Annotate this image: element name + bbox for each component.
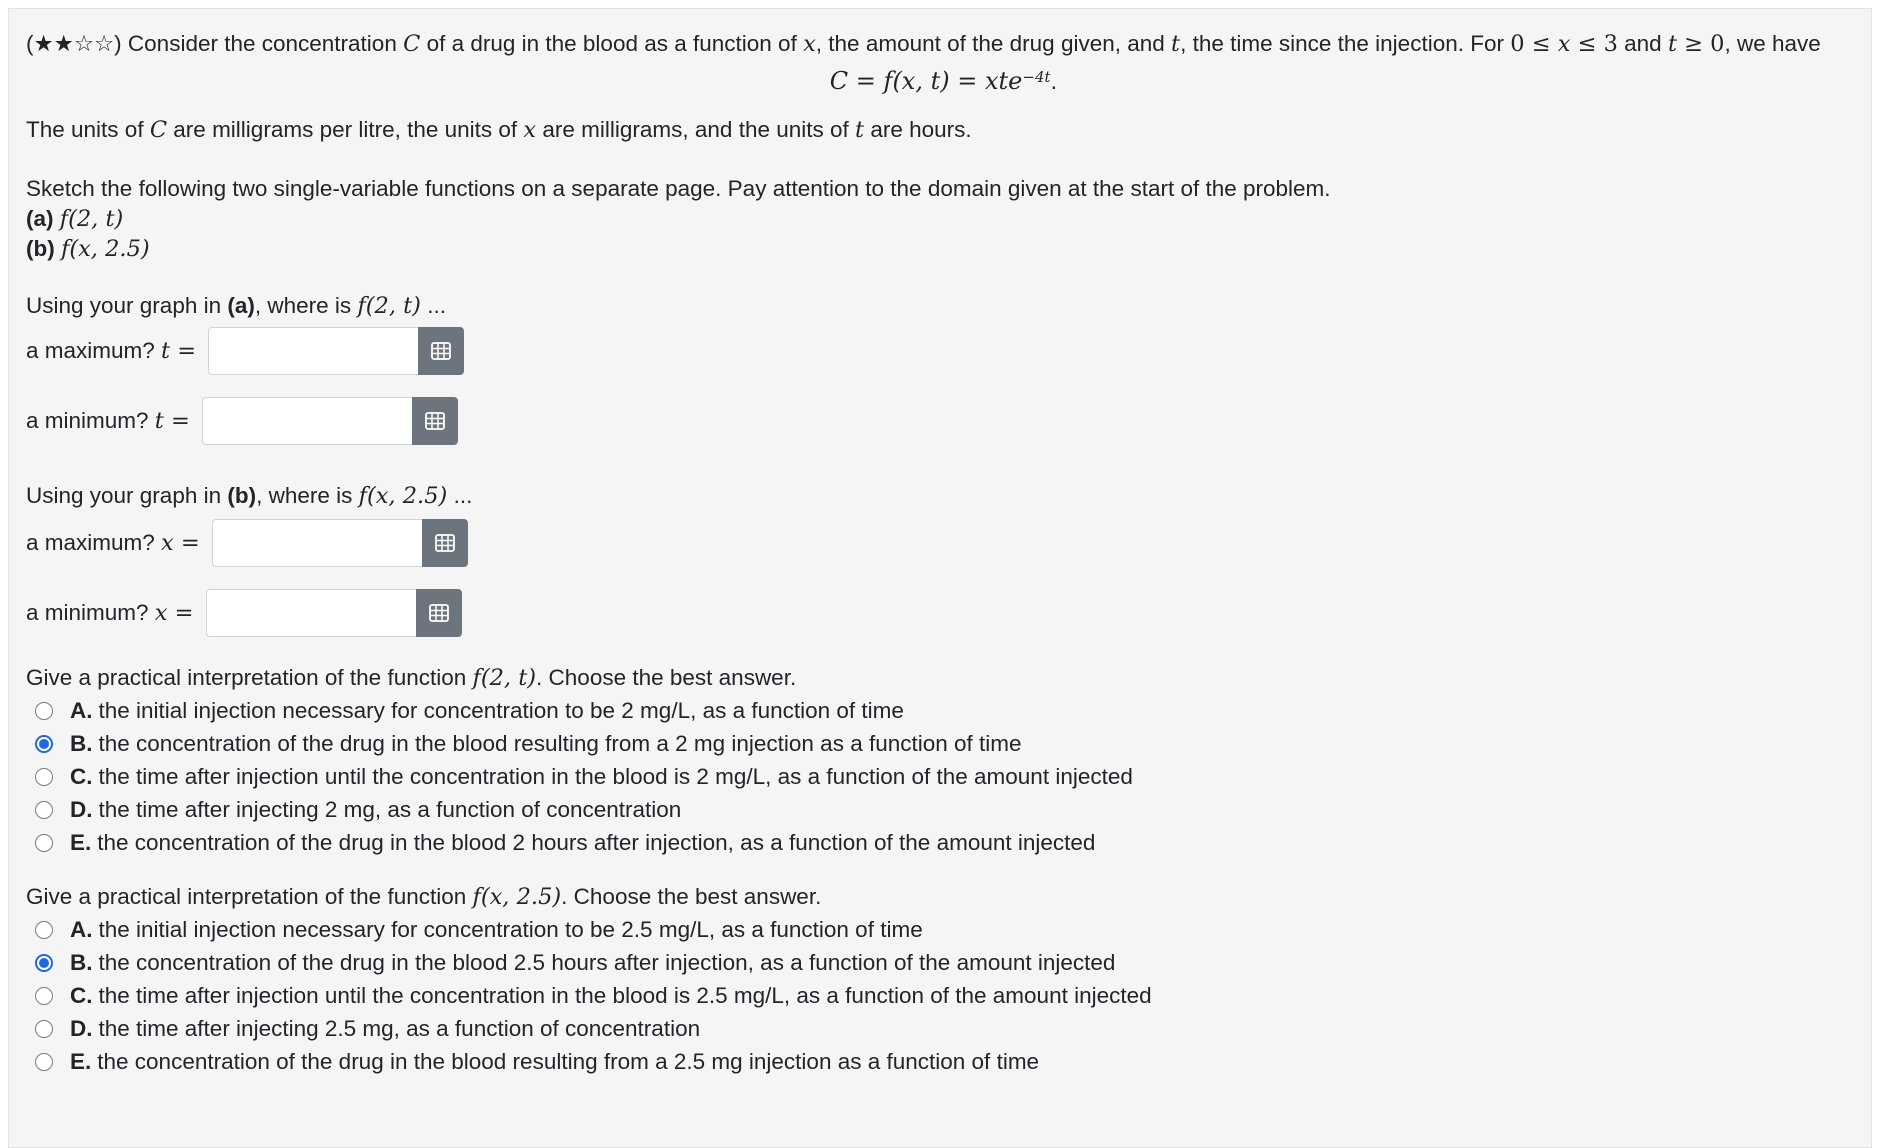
intro-text: of a drug in the blood as a function of	[420, 31, 804, 56]
q1-option-d[interactable]	[26, 793, 1861, 826]
option-letter: A.	[70, 916, 93, 942]
question-func: f(2, t)	[472, 665, 537, 691]
part-b-min-row	[26, 589, 1861, 637]
option-text: the time after injecting 2 mg, as a function of concentration	[98, 796, 682, 822]
part-b-max-answer	[212, 519, 468, 567]
question-text: Give a practical interpretation of the function	[26, 665, 473, 690]
option-letter: E.	[70, 829, 92, 855]
part-b-max-row	[26, 519, 1861, 567]
part-a-max-label	[26, 336, 196, 366]
domain-t-var: t	[1667, 31, 1677, 57]
part-a-max-input[interactable]	[208, 327, 418, 375]
var-t: t	[1171, 31, 1181, 57]
label-var: t	[154, 408, 164, 434]
var-c: C	[403, 31, 421, 57]
formula-args: (x, t)	[892, 67, 950, 95]
option-text: the time after injection until the concentration in the blood is 2 mg/L, as a function of the amount injected	[98, 763, 1133, 789]
domain-x: ≤ 3	[1570, 31, 1618, 57]
option-letter: C.	[70, 763, 93, 789]
radio-button[interactable]	[35, 735, 53, 753]
option-letter: C.	[70, 982, 93, 1008]
var-x: x	[803, 31, 816, 57]
option-letter: B.	[70, 730, 93, 756]
part-b-min-answer	[206, 589, 462, 637]
radio-button[interactable]	[35, 921, 53, 939]
domain-t: ≥ 0	[1677, 31, 1725, 57]
part-b-min-input[interactable]	[206, 589, 416, 637]
option-letter: E.	[70, 1048, 92, 1074]
var-x: x	[523, 117, 537, 143]
domain-x: 0 ≤	[1510, 31, 1558, 57]
intro-text: Consider the concentration	[121, 31, 404, 56]
question-text: . Choose the best answer.	[561, 884, 822, 909]
sketch-item-a	[26, 204, 1861, 234]
intro-text: , the amount of the drug given, and	[815, 31, 1172, 56]
sketch-b-label: (b)	[26, 236, 55, 261]
label-text: a minimum?	[26, 408, 155, 433]
part-b-max-button[interactable]	[422, 519, 468, 567]
sketch-a-label: (a)	[26, 206, 54, 231]
sketch-b-func: f(x, 2.5)	[61, 236, 150, 262]
formula-f: f	[883, 67, 893, 95]
radio-button[interactable]	[35, 834, 53, 852]
intro-paragraph	[26, 29, 1861, 59]
q2-option-d[interactable]	[26, 1012, 1861, 1045]
prompt-bold: (b)	[227, 483, 257, 508]
part-a-prompt	[26, 291, 1861, 321]
units-paragraph	[26, 115, 1861, 145]
radio-button[interactable]	[35, 1053, 53, 1071]
option-letter: A.	[70, 697, 93, 723]
var-t: t	[855, 117, 865, 143]
var-c: C	[149, 117, 168, 143]
formula-eq: =	[949, 67, 985, 95]
prompt-text: , where is	[254, 293, 358, 318]
prompt-text: Using your graph in	[26, 293, 228, 318]
part-a-min-label	[26, 406, 190, 436]
q1-option-b[interactable]	[26, 727, 1861, 760]
option-text: the concentration of the drug in the blood resulting from a 2.5 mg injection as a function of time	[97, 1048, 1040, 1074]
domain-x-var: x	[1557, 31, 1571, 57]
label-text: a minimum?	[26, 600, 155, 625]
q1-option-a[interactable]	[26, 694, 1861, 727]
label-text: a maximum?	[26, 530, 162, 555]
prompt-bold: (a)	[227, 293, 255, 318]
question-text: . Choose the best answer.	[536, 665, 797, 690]
q2-options	[26, 913, 1861, 1078]
part-a-min-answer	[202, 397, 458, 445]
prompt-func: f(x, 2.5)	[358, 483, 448, 509]
part-a-min-row	[26, 397, 1861, 445]
sketch-item-b	[26, 234, 1861, 264]
label-eq: =	[170, 338, 197, 364]
label-eq: =	[167, 600, 194, 626]
part-b-max-label	[26, 528, 200, 558]
label-eq: =	[163, 408, 190, 434]
units-text: are milligrams, and the units of	[536, 117, 856, 142]
option-letter: B.	[70, 949, 93, 975]
radio-button[interactable]	[35, 801, 53, 819]
q1-option-e[interactable]	[26, 826, 1861, 859]
prompt-text: ...	[420, 293, 446, 318]
option-letter: D.	[70, 1015, 93, 1041]
q1-options	[26, 694, 1861, 859]
option-text: the concentration of the drug in the blood 2 hours after injection, as a function of the amount injected	[97, 829, 1096, 855]
formula-exponent: −4t	[1022, 68, 1051, 86]
label-eq: =	[173, 530, 200, 556]
option-text: the concentration of the drug in the blood resulting from a 2 mg injection as a function of time	[98, 730, 1022, 756]
grid-icon	[431, 342, 451, 360]
sketch-instruction: Sketch the following two single-variable functions on a separate page. Pay attention to the domain given at the start of the problem.	[26, 176, 1331, 201]
q1-prompt	[26, 663, 1861, 693]
prompt-func: f(2, t)	[357, 293, 421, 319]
q2-option-c[interactable]	[26, 979, 1861, 1012]
prompt-text: ...	[447, 483, 473, 508]
label-var: x	[161, 530, 174, 556]
intro-text: , the time since the injection. For	[1180, 31, 1511, 56]
grid-icon	[435, 534, 455, 552]
question-text: Give a practical interpretation of the function	[26, 884, 473, 909]
q2-prompt	[26, 882, 1861, 912]
part-b-prompt	[26, 481, 1861, 511]
label-var: x	[154, 600, 168, 626]
formula-end: .	[1050, 68, 1058, 95]
units-text: are hours.	[864, 117, 972, 142]
label-var: t	[161, 338, 171, 364]
option-text: the initial injection necessary for concentration to be 2 mg/L, as a function of time	[98, 697, 904, 723]
part-b-min-label	[26, 598, 194, 628]
q2-option-a[interactable]	[26, 913, 1861, 946]
sketch-a-func: f(2, t)	[59, 206, 124, 232]
formula-lhs: C	[829, 67, 849, 95]
prompt-text: , where is	[256, 483, 359, 508]
formula	[26, 66, 1861, 97]
grid-icon	[425, 412, 445, 430]
problem-content	[26, 29, 1861, 1078]
part-a-max-row	[26, 327, 1861, 375]
difficulty-stars: (★★☆☆)	[26, 31, 122, 56]
label-text: a maximum?	[26, 338, 162, 363]
option-letter: D.	[70, 796, 93, 822]
formula-eq: =	[848, 67, 884, 95]
part-b-min-button[interactable]	[416, 589, 462, 637]
intro-text: , we have	[1724, 31, 1821, 56]
question-func: f(x, 2.5)	[472, 884, 562, 910]
formula-rhs: xte	[984, 67, 1023, 95]
q2-option-e[interactable]	[26, 1045, 1861, 1078]
radio-button[interactable]	[35, 1020, 53, 1038]
part-b-max-input[interactable]	[212, 519, 422, 567]
prompt-text: Using your graph in	[26, 483, 228, 508]
part-a-min-input[interactable]	[202, 397, 412, 445]
intro-text: and	[1617, 31, 1668, 56]
radio-button[interactable]	[35, 768, 53, 786]
grid-icon	[429, 604, 449, 622]
part-a-min-button[interactable]	[412, 397, 458, 445]
radio-button[interactable]	[35, 987, 53, 1005]
option-text: the time after injecting 2.5 mg, as a function of concentration	[98, 1015, 701, 1041]
option-text: the initial injection necessary for concentration to be 2.5 mg/L, as a function of time	[98, 916, 923, 942]
units-text: The units of	[26, 117, 150, 142]
problem-card	[8, 8, 1872, 1148]
option-text: the time after injection until the concentration in the blood is 2.5 mg/L, as a function of the amount injected	[98, 982, 1152, 1008]
part-a-max-button[interactable]	[418, 327, 464, 375]
part-a-max-answer	[208, 327, 464, 375]
radio-button[interactable]	[35, 954, 53, 972]
units-text: are milligrams per litre, the units of	[167, 117, 524, 142]
q2-option-b[interactable]	[26, 946, 1861, 979]
option-text: the concentration of the drug in the blood 2.5 hours after injection, as a function of the amount injected	[98, 949, 1116, 975]
q1-option-c[interactable]	[26, 760, 1861, 793]
radio-button[interactable]	[35, 702, 53, 720]
